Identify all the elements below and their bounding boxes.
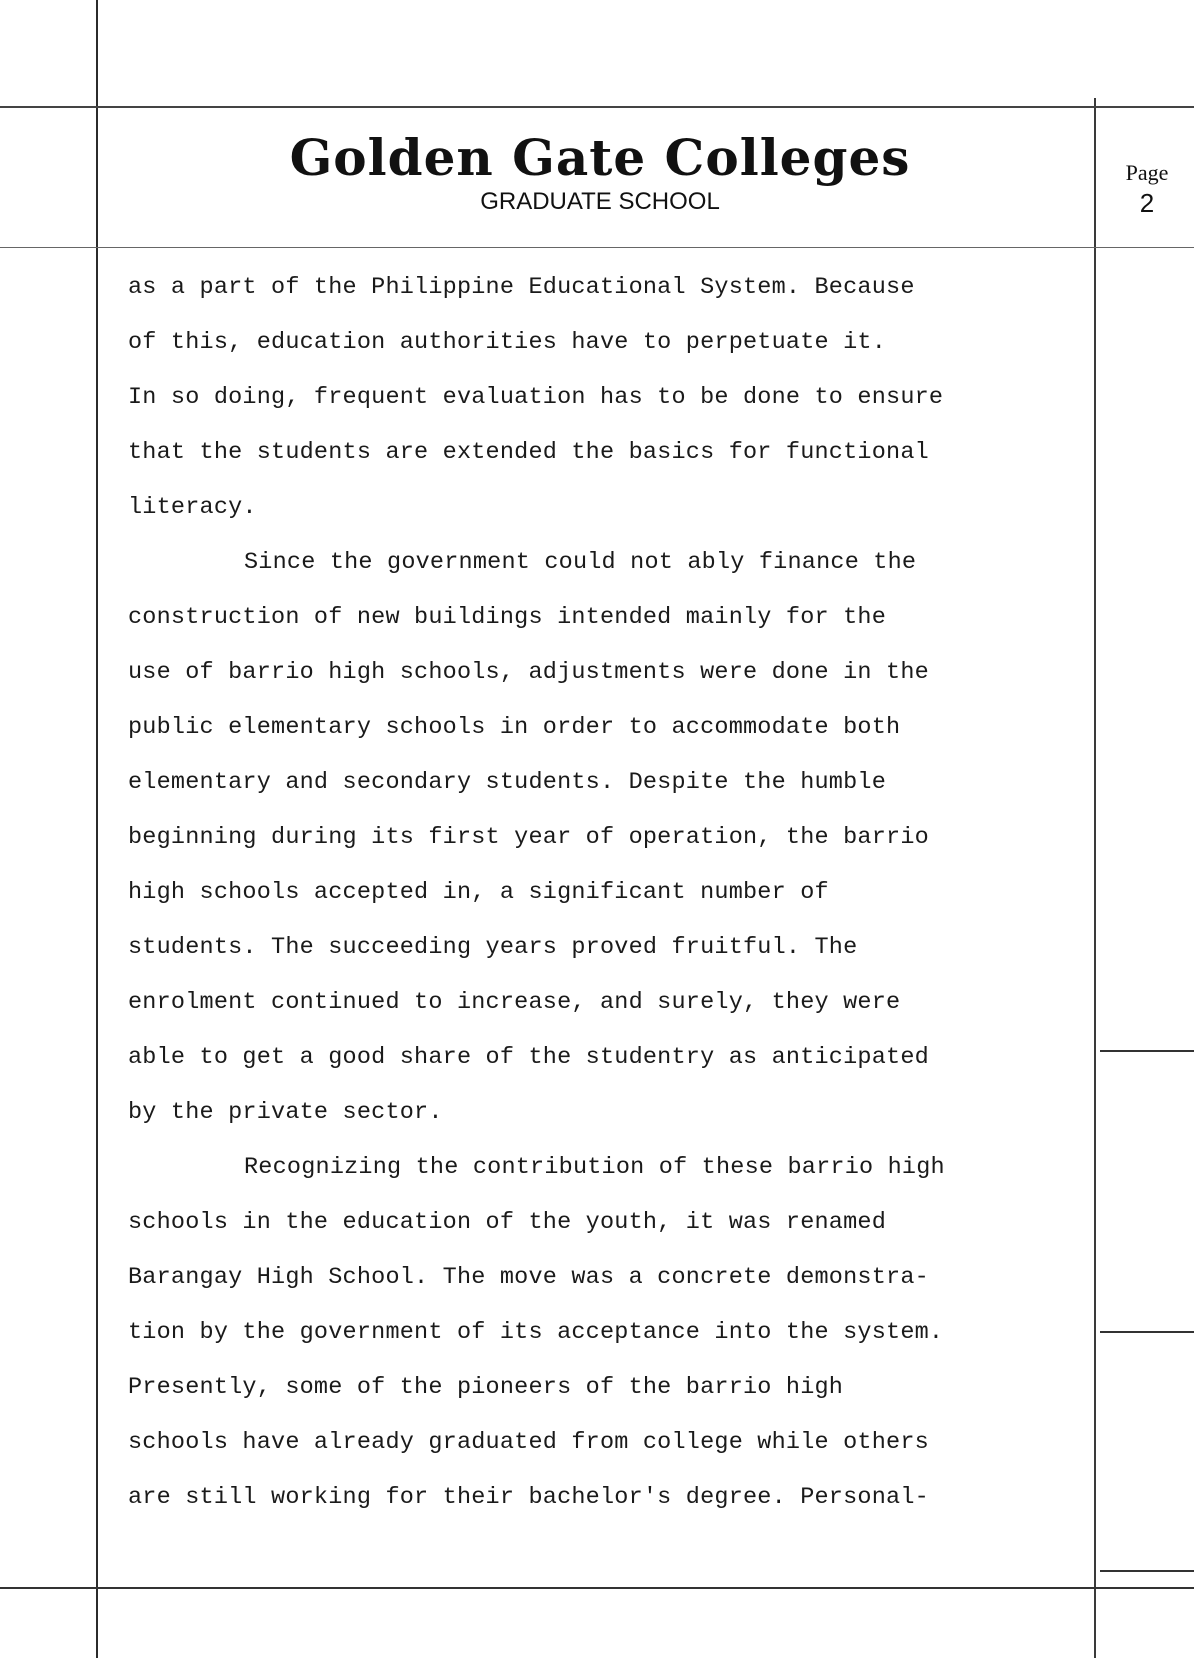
text-line: enrolment continued to increase, and surely, they were — [128, 989, 901, 1016]
margin-tick — [1100, 1570, 1194, 1572]
document-body — [128, 260, 1078, 1525]
bottom-rule — [0, 1587, 1194, 1589]
text-line: schools in the education of the youth, it was renamed — [128, 1209, 887, 1236]
text-line: elementary and secondary students. Despite the humble — [128, 769, 887, 796]
text-line: Barangay High School. The move was a concrete demonstra- — [128, 1264, 929, 1291]
right-margin-rule — [1094, 98, 1096, 1658]
text-line: as a part of the Philippine Educational System. Because — [128, 274, 915, 301]
header-divider-rule — [0, 247, 1194, 248]
paragraph-start-line: Since the government could not ably finance the — [244, 549, 917, 576]
left-margin-rule — [96, 0, 98, 1658]
text-line: schools have already graduated from college while others — [128, 1429, 929, 1456]
text-line: use of barrio high schools, adjustments were done in the — [128, 659, 929, 686]
text-line: that the students are extended the basics for functional — [128, 439, 929, 466]
text-line: Presently, some of the pioneers of the barrio high — [128, 1374, 844, 1401]
text-line: beginning during its first year of operation, the barrio — [128, 824, 929, 851]
department-name: GRADUATE SCHOOL — [480, 188, 720, 215]
text-line: students. The succeeding years proved fruitful. The — [128, 934, 858, 961]
paragraph-start-line: Recognizing the contribution of these barrio high — [244, 1154, 945, 1181]
margin-tick — [1100, 1331, 1194, 1333]
page-number: 2 — [1139, 188, 1155, 218]
text-line: by the private sector. — [128, 1099, 443, 1126]
institution-name: Golden Gate Colleges — [289, 128, 911, 187]
text-line: tion by the government of its acceptance into the system. — [128, 1319, 944, 1346]
text-line: construction of new buildings intended mainly for the — [128, 604, 887, 631]
text-line: In so doing, frequent evaluation has to be done to ensure — [128, 384, 944, 411]
text-line: are still working for their bachelor's degree. Personal- — [128, 1484, 929, 1511]
top-rule — [0, 106, 1194, 108]
text-line: literacy. — [128, 494, 257, 521]
text-line: able to get a good share of the studentry as anticipated — [128, 1044, 929, 1071]
text-line: public elementary schools in order to accommodate both — [128, 714, 901, 741]
margin-tick — [1100, 1050, 1194, 1052]
page-label: Page — [1125, 160, 1169, 185]
text-line: of this, education authorities have to perpetuate it. — [128, 329, 887, 356]
text-line: high schools accepted in, a significant number of — [128, 879, 829, 906]
